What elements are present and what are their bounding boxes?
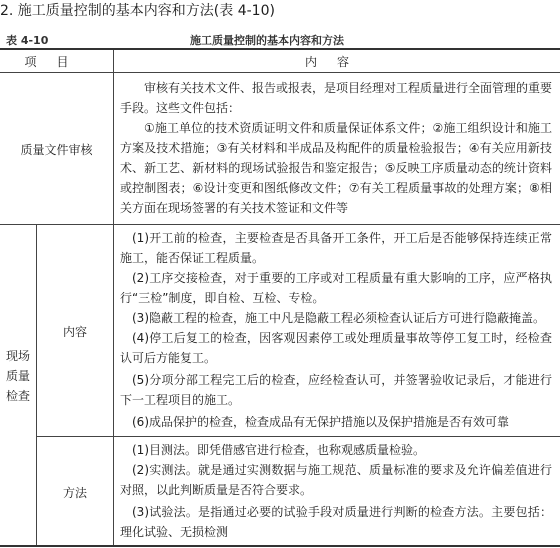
doc-review-intro: 审核有关技术文件、报告或报表，是项目经理对工程质量进行全面管理的重要手段。这些文件包括：	[120, 81, 553, 115]
header-divider	[0, 72, 560, 73]
site-check-label: 现场质量检查	[6, 349, 31, 403]
doc-review-list: ①施工单位的技术资质证明文件和质量保证体系文件；②施工组织设计和施工方案及技术措施；③有关材料和半成品及构配件的质量检验报告；④有关应用新技术、新工艺、新材料的现场试验报告和鉴定报告；⑤反映工序质量动态的统计资料或控制图表；⑥设计变更和图纸修改文件；⑦有关工程质量事故的处理方案；⑧相关方面在现场签署的有关技术签证和文件等	[120, 121, 552, 215]
content-item: (1)开工前的检查，主要检查是否具备开工条件，开工后是否能够保持连续正常施工，能否保证工程质量。	[120, 231, 552, 265]
doc-review-label: 质量文件审核	[20, 143, 93, 157]
method-item: (1)目测法。即凭借感官进行检查，也称观感质量检验。	[132, 443, 426, 457]
content-item: (6)成品保护的检查，检查成品有无保护措施以及保护措施是否有效可靠	[132, 415, 510, 429]
table-title: 施工质量控制的基本内容和方法	[190, 34, 344, 47]
column-divider	[113, 50, 114, 545]
subsection-divider	[36, 436, 560, 437]
content-label: 内容	[62, 325, 87, 339]
page-title: 2. 施工质量控制的基本内容和方法(表 4-10)	[0, 3, 275, 19]
content-item: (2)工序交接检查，对于重要的工序或对工程质量有重大影响的工序，应严格执行“三检”制度，即自检、互检、专检。	[120, 271, 552, 305]
content-item: (4)停工后复工的检查，因客观因素停工或处理质量事故等停工复工时，经检查认可后方能复工。	[120, 331, 552, 365]
table-number: 表 4-10	[6, 34, 49, 47]
header-item: 项目	[24, 55, 89, 69]
content-item: (5)分项分部工程完工后的检查，应经检查认可，并签署验收记录后，才能进行下一工程项目的施工。	[120, 373, 552, 407]
method-item: (3)试验法。是指通过必要的试验手段对质量进行判断的检查方法。主要包括：理化试验、无损检测	[120, 505, 552, 539]
section-divider	[0, 224, 560, 225]
table-top-rule	[0, 48, 560, 50]
header-content: 内容	[304, 55, 369, 69]
method-label: 方法	[62, 486, 87, 500]
content-item: (3)隐蔽工程的检查，施工中凡是隐蔽工程必须检查认证后方可进行隐蔽掩盖。	[132, 311, 546, 325]
table-bottom-rule	[0, 545, 560, 547]
method-item: (2)实测法。就是通过实测数据与施工规范、质量标准的要求及允许偏差值进行对照，以此判断质量是否符合要求。	[120, 463, 552, 497]
